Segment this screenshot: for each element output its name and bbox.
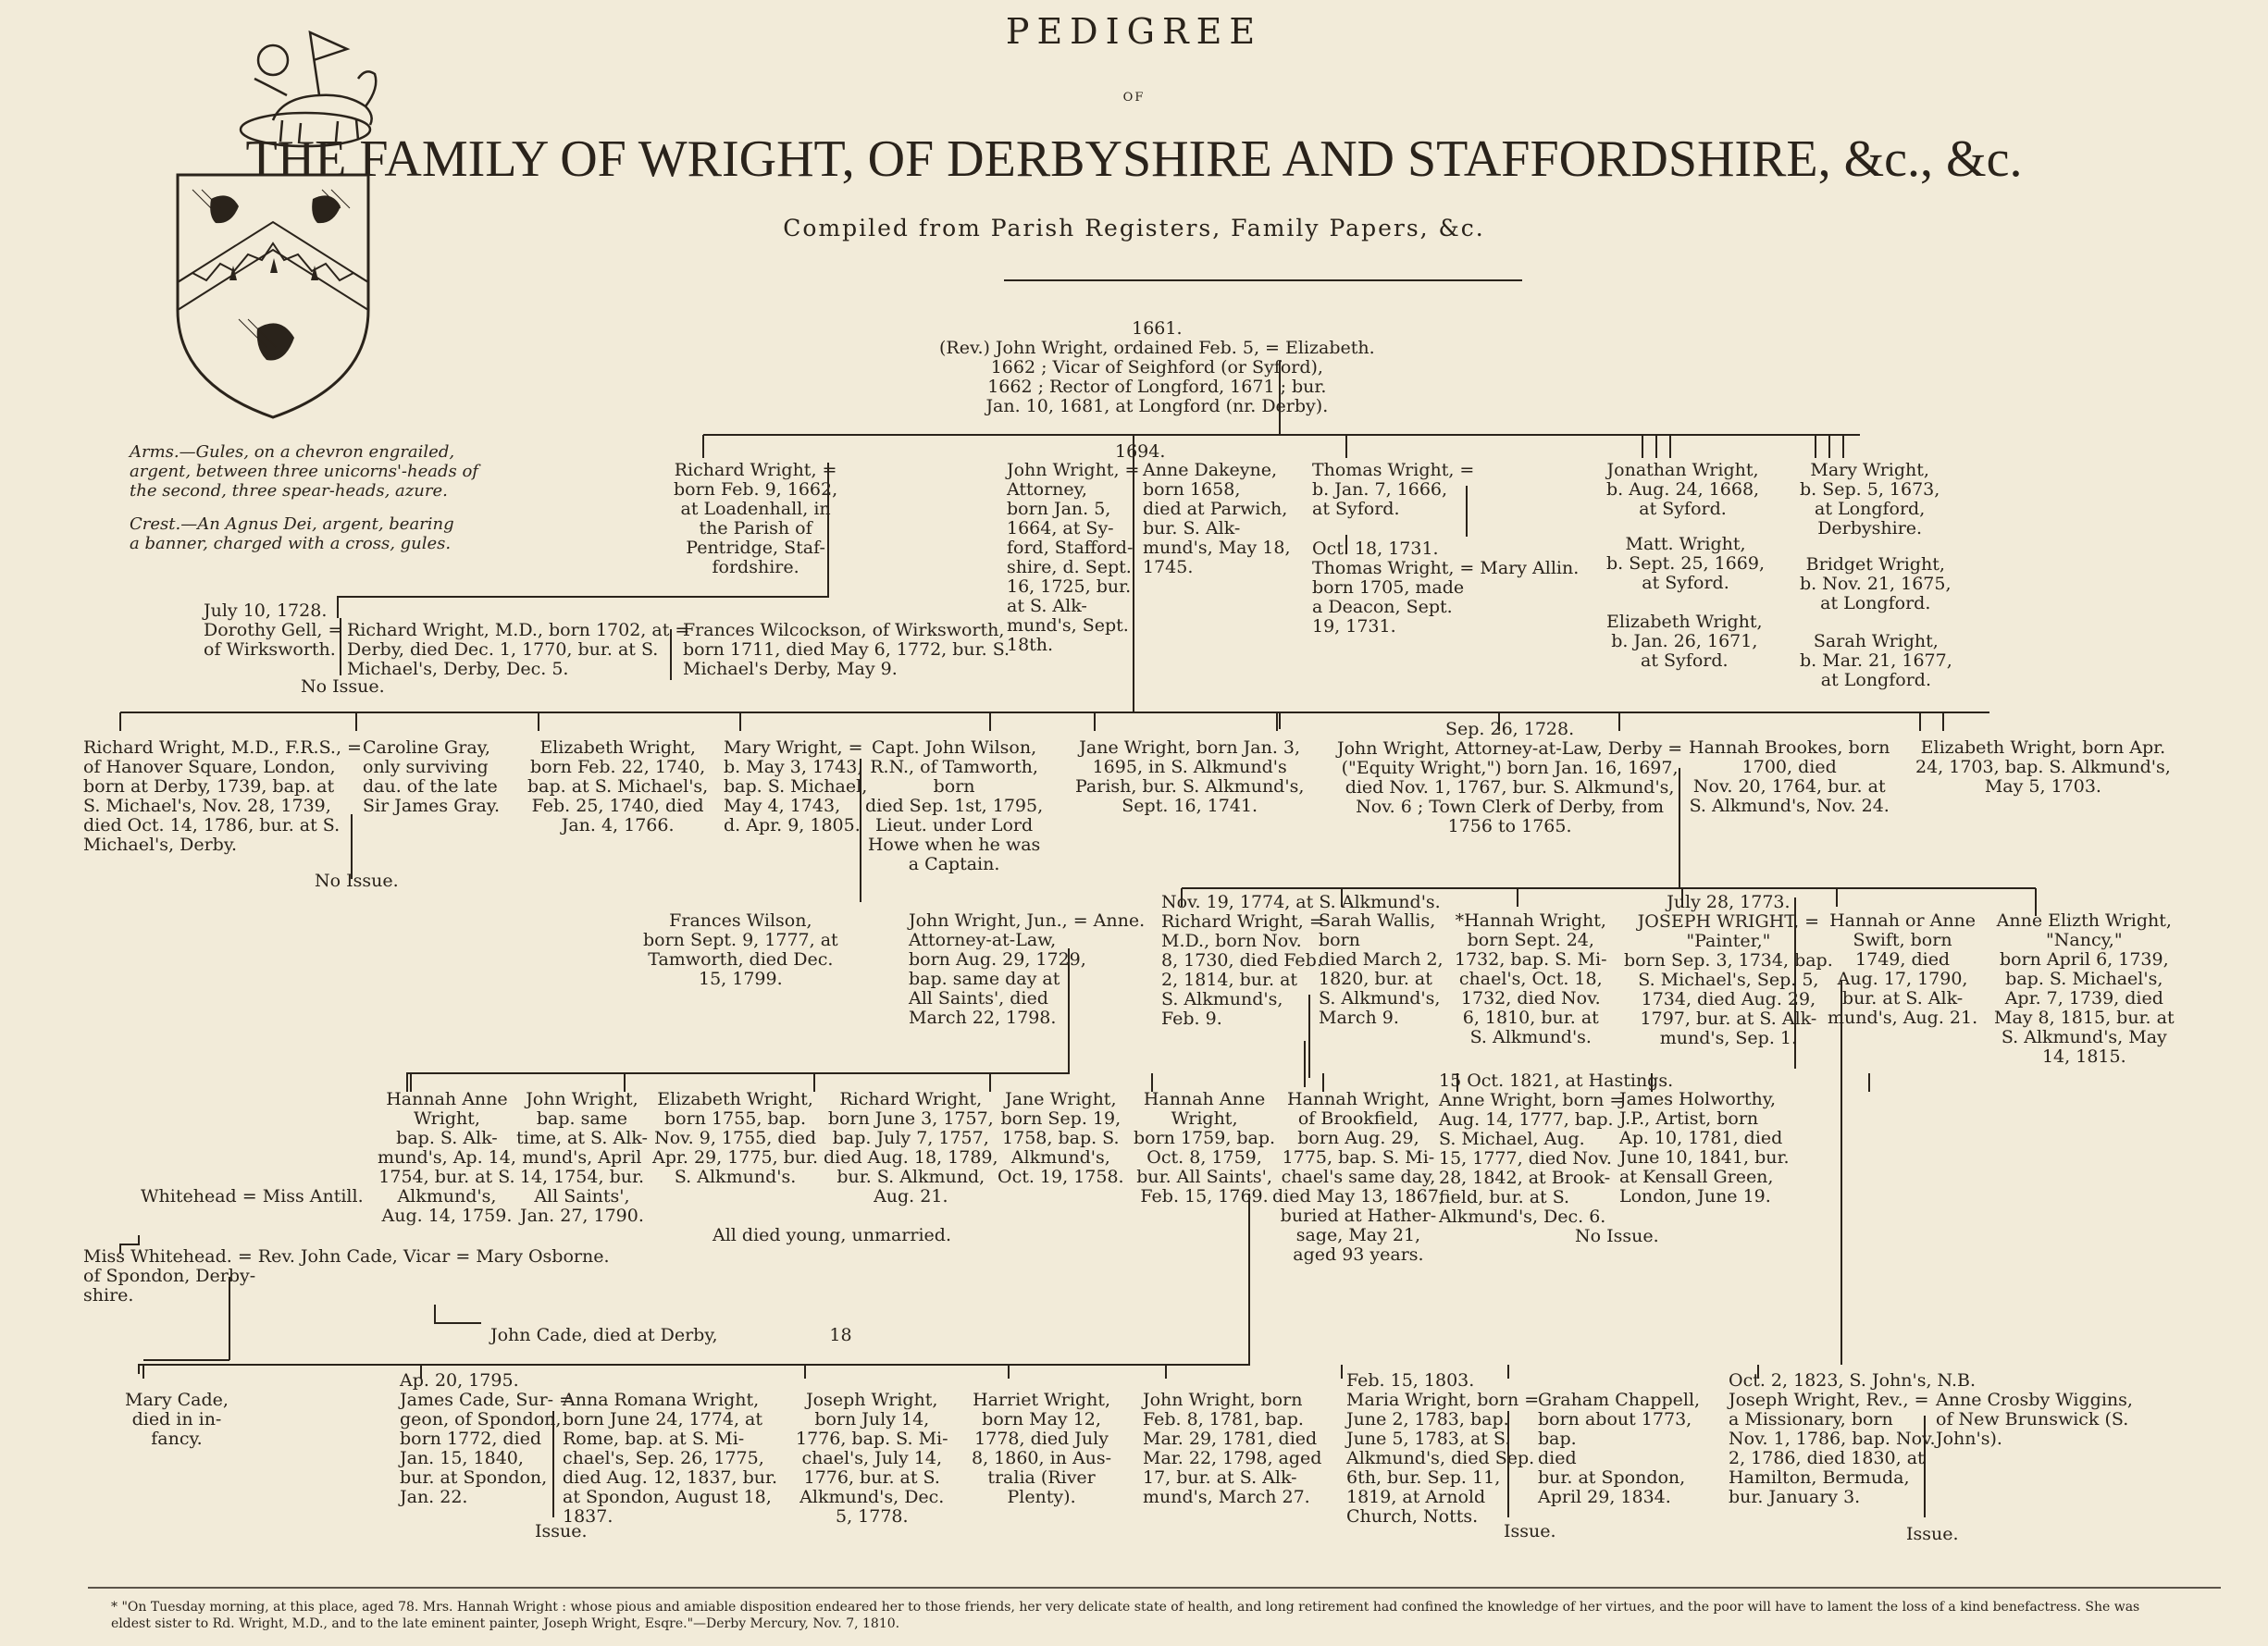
entry-jane-wright-1695: Jane Wright, born Jan. 3, 1695, in S. Alkmund's Parish, bur. S. Alkmund's, Sept. 16, 1741. bbox=[1075, 737, 1305, 816]
entry-graham-chappell: Graham Chappell, born about 1773, bap. died bur. at Spondon, April 29, 1834. bbox=[1538, 1390, 1701, 1507]
entry-caroline-gray: Caroline Gray, only surviving dau. of the late Sir James Gray. bbox=[363, 737, 501, 816]
entry-jonathan-wright: Jonathan Wright, b. Aug. 24, 1668, at Syford. bbox=[1606, 460, 1760, 519]
entry-elizabeth-wright-1740: Elizabeth Wright, born Feb. 22, 1740, bap. at S. Michael's, Feb. 25, 1740, died Jan. 4, 1766. bbox=[527, 737, 709, 835]
entry-hannah-anne-wright-1759: Hannah Anne Wright, born 1759, bap. Oct. 8, 1759, bur. All Saints', Feb. 15, 1769. bbox=[1134, 1089, 1276, 1207]
entry-john-cade-jr: John Cade, died at Derby, 18 bbox=[490, 1325, 852, 1345]
entry-anne-dakeyne: Anne Dakeyne, born 1658, died at Parwich, bur. S. Alk- mund's, May 18, 1745. bbox=[1143, 460, 1291, 577]
entry-frances-wilson: Frances Wilson, born Sept. 9, 1777, at Tamworth, died Dec. 15, 1799. bbox=[643, 910, 838, 989]
entry-whitehead: Whitehead = Miss Antill. bbox=[141, 1186, 364, 1207]
entry-hannah-wright-brookfield: Hannah Wright, of Brookfield, born Aug. 29, 1775, bap. S. Mi- chael's same day, died May 13, 1867, buried at Hather- sage, May 21, aged 93 years. bbox=[1272, 1089, 1444, 1265]
page-title: THE FAMILY OF WRIGHT, OF DERBYSHIRE AND STAFFORDSHIRE, &c., &c. bbox=[245, 130, 2023, 188]
no-issue-label: No Issue. bbox=[301, 676, 385, 697]
entry-john-wright-1781: John Wright, born Feb. 8, 1781, bap. Mar. 29, 1781, died Mar. 22, 1798, aged 17, bur. at S. Alk- mund's, March 27. bbox=[1143, 1390, 1322, 1507]
crest-text: Crest.—An Agnus Dei, argent, bearing a banner, charged with a cross, gules. bbox=[130, 514, 454, 553]
entry-mary-wright-1743: Mary Wright, = b. May 3, 1743, bap. S. Michael, May 4, 1743, d. Apr. 9, 1805. bbox=[724, 737, 868, 835]
entry-sarah-wallis: Sarah Wallis, born died March 2, 1820, bur. at S. Alkmund's, March 9. bbox=[1319, 910, 1444, 1028]
entry-miss-whitehead-cade: Miss Whitehead. = Rev. John Cade, Vicar = Mary Osborne. of Spondon, Derby- shire. bbox=[83, 1246, 610, 1306]
entry-capt-john-wilson: Capt. John Wilson, R.N., of Tamworth, born died Sep. 1st, 1795, Lieut. under Lord Howe when he was a Captain. bbox=[865, 737, 1044, 874]
entry-hannah-anne-wright-1754: Hannah Anne Wright, bap. S. Alk- mund's, Ap. 14, 1754, bur. at S. Alkmund's, Aug. 14, 1759. bbox=[378, 1089, 516, 1226]
entry-maria-wright: Feb. 15, 1803. Maria Wright, born = June 2, 1783, bap. June 5, 1783, at S. Alkmund's, died Sep. 6th, bur. Sep. 11, 1819, at Arnold Church, Notts. bbox=[1346, 1370, 1540, 1527]
label-all-died-young: All died young, unmarried. bbox=[713, 1225, 951, 1245]
entry-thomas-wright-deacon: Oct. 18, 1731. Thomas Wright, = Mary Allin. born 1705, made a Deacon, Sept. 19, 1731. bbox=[1312, 538, 1580, 637]
entry-rev-john-wright: 1661. (Rev.) John Wright, ordained Feb. 5, = Elizabeth. 1662 ; Vicar of Seighford (or Syford), 1662 ; Rector of Longford, 1671 ; bur. Jan. 10, 1681, at Longford (nr. Derby). bbox=[939, 318, 1375, 416]
issue-label: Issue. bbox=[535, 1521, 588, 1541]
entry-dorothy-gell: July 10, 1728. Dorothy Gell, = of Wirksworth. bbox=[204, 600, 343, 660]
subtitle: Compiled from Parish Registers, Family Papers, &c. bbox=[783, 215, 1485, 241]
entry-elizabeth-wright-1671: Elizabeth Wright, b. Jan. 26, 1671, at Syford. bbox=[1606, 612, 1763, 671]
entry-joseph-wright-1776: Joseph Wright, born July 14, 1776, bap. S. Mi- chael's, July 14, 1776, bur. at S. Alkmund's, Dec. 5, 1778. bbox=[796, 1390, 948, 1527]
entry-richard-wright-1757: Richard Wright, born June 3, 1757, bap. July 7, 1757, died Aug. 18, 1789, bur. S. Alkmund, Aug. 21. bbox=[824, 1089, 998, 1207]
entry-jane-wright-1758: Jane Wright, born Sep. 19, 1758, bap. S. Alkmund's, Oct. 19, 1758. bbox=[998, 1089, 1124, 1187]
entry-hannah-swift: Hannah or Anne Swift, born 1749, died Aug. 17, 1790, bur. at S. Alk- mund's, Aug. 21. bbox=[1828, 910, 1978, 1028]
entry-mary-cade: Mary Cade, died in in- fancy. bbox=[125, 1390, 229, 1449]
entry-anne-nancy-wright: Anne Elizth Wright, "Nancy," born April 6, 1739, bap. S. Michael's, Apr. 7, 1739, died May 8, 1815, bur. at S. Alkmund's, May 14, 1815. bbox=[1994, 910, 2175, 1067]
entry-elizabeth-wright-1755: Elizabeth Wright, born 1755, bap. Nov. 9, 1755, died Apr. 29, 1775, bur. S. Alkmund's. bbox=[652, 1089, 819, 1187]
entry-mary-wright-1673: Mary Wright, b. Sep. 5, 1673, at Longford, Derbyshire. bbox=[1800, 460, 1940, 538]
entry-harriet-wright: Harriet Wright, born May 12, 1778, died July 8, 1860, in Aus- tralia (River Plenty). bbox=[972, 1390, 1112, 1507]
entry-john-wright-jun: John Wright, Jun., = Anne. Attorney-at-Law, born Aug. 29, 1729, bap. same day at All Saints', died March 22, 1798. bbox=[909, 910, 1146, 1028]
entry-richard-wright-md-1702: Richard Wright, M.D., born 1702, at = Derby, died Dec. 1, 1770, bur. at S. Michael's, Derby, Dec. 5. bbox=[347, 620, 690, 679]
entry-bridget-wright: Bridget Wright, b. Nov. 21, 1675, at Longford. bbox=[1800, 554, 1952, 613]
entry-john-wright-1754: John Wright, bap. same time, at S. Alk- mund's, April 14, 1754, bur. All Saints', Jan. 27, 1790. bbox=[516, 1089, 648, 1226]
entry-frances-wilcockson: Frances Wilcockson, of Wirksworth, born 1711, died May 6, 1772, bur. S. Michael's Derby, May 9. bbox=[683, 620, 1010, 679]
entry-richard-wright-md-1730: Nov. 19, 1774, at S. Alkmund's. Richard Wright, = M.D., born Nov. 8, 1730, died Feb. 2, 1814, bur. at S. Alkmund's, Feb. 9. bbox=[1161, 892, 1441, 1029]
title-pedigree: PEDIGREE bbox=[1005, 11, 1263, 52]
entry-james-holworthy: James Holworthy, J.P., Artist, born Ap. 10, 1781, died June 10, 1841, bur. at Kensall Green, London, June 19. bbox=[1619, 1089, 1790, 1207]
entry-john-marriage-date: 1694. bbox=[1115, 441, 1166, 462]
entry-john-wright-attorney: John Wright, = Attorney, born Jan. 5, 1664, at Sy- ford, Stafford- shire, d. Sept. 16, 1725, bur. at S. Alk- mund's, Sept. 18th. bbox=[1007, 460, 1140, 655]
footnote: * "On Tuesday morning, at this place, aged 78. Mrs. Hannah Wright : whose pious and amiable disposition endeared her to those friends, her very delicate state of health, and long retirement had confined the knowledge of her virtues, and the poor will have to lament the loss of a kind benefactress. She was eldest sister to Rd. Wright, M.D., and to the late eminent painter, Joseph Wright, Esqre."—Derby Mercury, Nov. 7, 1810. bbox=[111, 1600, 2140, 1631]
no-issue-label: No Issue. bbox=[315, 871, 399, 891]
entry-richard-wright-frs: Richard Wright, M.D., F.R.S., = of Hanover Square, London, born at Derby, 1739, bap. at S. Michael's, Nov. 28, 1739, died Oct. 14, 1786, bur. at S. Michael's, Derby. bbox=[83, 737, 362, 855]
entry-richard-wright-1662: Richard Wright, = born Feb. 9, 1662, at Loadenhall, in the Parish of Pentridge, Staf- fordshire. bbox=[674, 460, 838, 577]
entry-james-cade: Ap. 20, 1795. James Cade, Sur- = geon, of Spondon, born 1772, died Jan. 15, 1840, bur. at Spondon, Jan. 22. bbox=[400, 1370, 575, 1507]
arms-text: Arms.—Gules, on a chevron engrailed, argent, between three unicorns'-heads of the second, three spear-heads, azure. bbox=[130, 442, 478, 501]
entry-anne-crosby-wiggins: Anne Crosby Wiggins, of New Brunswick (S. John's). bbox=[1936, 1390, 2133, 1449]
entry-anna-romana-wright: Anna Romana Wright, born June 24, 1774, at Rome, bap. at S. Mi- chael's, Sep. 26, 1775, died Aug. 12, 1837, bur. at Spondon, August 18, 1837. bbox=[563, 1390, 778, 1527]
entry-thomas-wright-1666: Thomas Wright, = b. Jan. 7, 1666, at Syford. bbox=[1312, 460, 1475, 519]
entry-hannah-brookes: Hannah Brookes, born 1700, died Nov. 20, 1764, bur. at S. Alkmund's, Nov. 24. bbox=[1689, 737, 1890, 816]
entry-joseph-wright-painter: July 28, 1773. JOSEPH WRIGHT, = "Painter," born Sep. 3, 1734, bap. S. Michael's, Sep. 5, 1734, died Aug. 29, 1797, bur. at S. Alk- mund's, Sep. 1. bbox=[1624, 892, 1833, 1048]
entry-anne-wright-1777: 15 Oct. 1821, at Hastings. Anne Wright, born = Aug. 14, 1777, bap. S. Michael, Aug. 15, 1777, died Nov. 28, 1842, at Brook- field, bur. at S. Alkmund's, Dec. 6. bbox=[1439, 1071, 1674, 1227]
entry-matt-wright: Matt. Wright, b. Sept. 25, 1669, at Syford. bbox=[1606, 534, 1766, 593]
issue-label: Issue. bbox=[1504, 1521, 1556, 1541]
no-issue-label: No Issue. bbox=[1575, 1226, 1659, 1246]
issue-label: Issue. bbox=[1906, 1524, 1959, 1544]
title-of: OF bbox=[1122, 91, 1146, 105]
entry-elizabeth-wright-1703: Elizabeth Wright, born Apr. 24, 1703, bap. S. Alkmund's, May 5, 1703. bbox=[1915, 737, 2171, 797]
entry-john-wright-equity: Sep. 26, 1728. John Wright, Attorney-at-Law, Derby = ("Equity Wright,") born Jan. 16, 1697, died Nov. 1, 1767, bur. S. Alkmund's, Nov. 6 ; Town Clerk of Derby, from 1756 to 1765. bbox=[1337, 719, 1683, 836]
entry-sarah-wright: Sarah Wright, b. Mar. 21, 1677, at Longford. bbox=[1800, 631, 1952, 690]
entry-joseph-wright-rev: Oct. 2, 1823, S. John's, N.B. Joseph Wright, Rev., = a Missionary, born Nov. 1, 1786, bap. Nov. 2, 1786, died 1830, at Hamilton, Bermuda, bur. January 3. bbox=[1729, 1370, 1976, 1507]
entry-hannah-wright-star: *Hannah Wright, born Sept. 24, 1732, bap. S. Mi- chael's, Oct. 18, 1732, died Nov. 6, 1810, bur. at S. Alkmund's. bbox=[1455, 910, 1607, 1047]
